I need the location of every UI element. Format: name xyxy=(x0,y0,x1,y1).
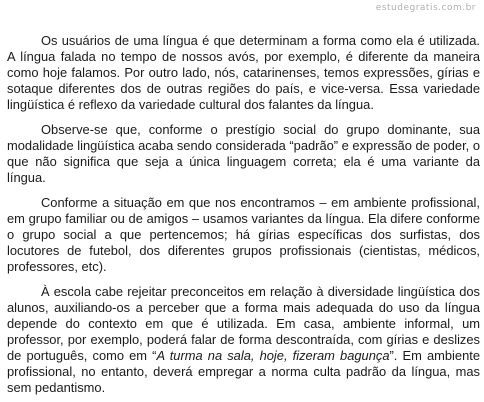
paragraph-3: Conforme a situação em que nos encontramos – em ambiente profissional, em grupo familiar ou de amigos – usamos variantes da língua. Ela difere conforme o grupo social a que pertencemos; há gírias específicas dos surfistas, dos locutores de futebol, dos diferentes grupos profissionais (cientistas, médicos, professores, etc). xyxy=(7,195,480,274)
paragraph-1: Os usuários de uma língua é que determinam a forma como ela é utilizada. A língua falada no tempo de nossos avós, por exemplo, é diferente da maneira como hoje falamos. Por outro lado, nós, catarinenses, temos expressões, gírias e sotaque diferentes dos de outras regiões do país, e vice-versa. Essa variedade lingüística é reflexo da variedade cultural dos falantes da língua. xyxy=(7,33,480,112)
paragraph-4-text-before: À escola cabe rejeitar preconceitos em relação à diversidade lingüística dos alunos, auxiliando-os a perceber que a forma mais adequada do uso da língua depende do contexto em que é utilizada. Em casa, ambiente informal, um professor, por exemplo, poderá falar de forma descontraída, com gírias e deslizes de português, como em “ xyxy=(7,284,480,363)
site-watermark: estudegratis.com.br xyxy=(375,3,476,13)
paragraph-4 xyxy=(7,284,480,396)
paragraph-4-text-after: ”. Em ambiente profissional, no entanto, deverá empregar a norma culta padrão da língua, mas sem pedantismo. xyxy=(7,348,480,395)
italic-quote: A turma na sala, hoje, fizeram bagunça xyxy=(156,348,390,363)
paragraph-2: Observe-se que, conforme o prestígio social do grupo dominante, sua modalidade lingüística acaba sendo considerada “padrão” e expressão de poder, o que não significa que seja a única linguagem correta; ela é uma variante da língua. xyxy=(7,122,480,185)
document-body xyxy=(7,33,480,396)
